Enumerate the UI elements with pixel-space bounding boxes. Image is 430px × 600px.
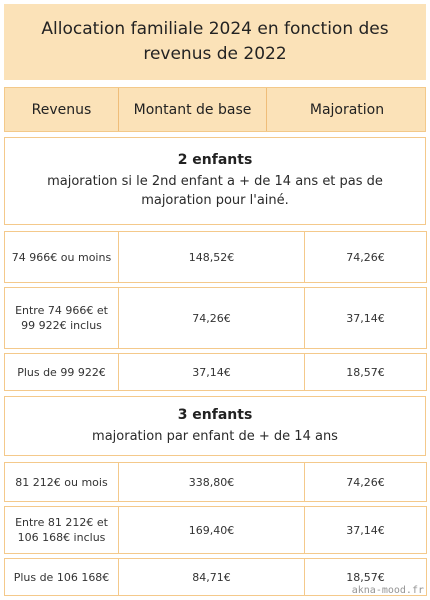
table-row bbox=[4, 506, 426, 554]
section-3-enfants-heading bbox=[4, 396, 426, 456]
cell-revenus: Plus de 106 168€ bbox=[4, 558, 119, 596]
cell-base: 148,52€ bbox=[118, 231, 305, 283]
cell-majoration: 74,26€ bbox=[304, 231, 427, 283]
table-row bbox=[4, 287, 426, 349]
cell-revenus: Entre 81 212€ et 106 168€ inclus bbox=[4, 506, 119, 554]
cell-majoration: 18,57€ bbox=[304, 353, 427, 391]
table-row bbox=[4, 231, 426, 283]
section-title: 2 enfants bbox=[177, 152, 253, 168]
header-majoration: Majoration bbox=[309, 101, 385, 118]
title-banner bbox=[4, 4, 426, 80]
cell-revenus: 81 212€ ou mois bbox=[4, 462, 119, 502]
cell-majoration: 37,14€ bbox=[304, 506, 427, 554]
table-row bbox=[4, 353, 426, 391]
table-row bbox=[4, 462, 426, 502]
table-header bbox=[4, 87, 426, 132]
cell-majoration: 18,57€ bbox=[304, 558, 427, 596]
header-revenus: Revenus bbox=[5, 88, 119, 131]
section-subtitle: majoration si le 2nd enfant a + de 14 ans et pas de majoration pour l'ainé. bbox=[47, 174, 383, 208]
header-montant-de-base: Montant de base bbox=[119, 88, 267, 131]
cell-base: 37,14€ bbox=[118, 353, 305, 391]
cell-base: 169,40€ bbox=[118, 506, 305, 554]
cell-base: 84,71€ bbox=[118, 558, 305, 596]
cell-revenus: Entre 74 966€ et 99 922€ inclus bbox=[4, 287, 119, 349]
section-title: 3 enfants bbox=[177, 406, 253, 423]
cell-revenus: 74 966€ ou moins bbox=[4, 231, 119, 283]
cell-base: 74,26€ bbox=[118, 287, 305, 349]
cell-revenus: Plus de 99 922€ bbox=[4, 353, 119, 391]
cell-majoration: 37,14€ bbox=[304, 287, 427, 349]
watermark: akna-mood.fr bbox=[351, 585, 424, 596]
cell-base: 338,80€ bbox=[118, 462, 305, 502]
section-2-enfants-heading bbox=[4, 137, 426, 225]
page-title: Allocation familiale 2024 en fonction des revenus de 2022 bbox=[41, 19, 389, 64]
section-subtitle: majoration par enfant de + de 14 ans bbox=[92, 428, 338, 444]
cell-majoration: 74,26€ bbox=[304, 462, 427, 502]
